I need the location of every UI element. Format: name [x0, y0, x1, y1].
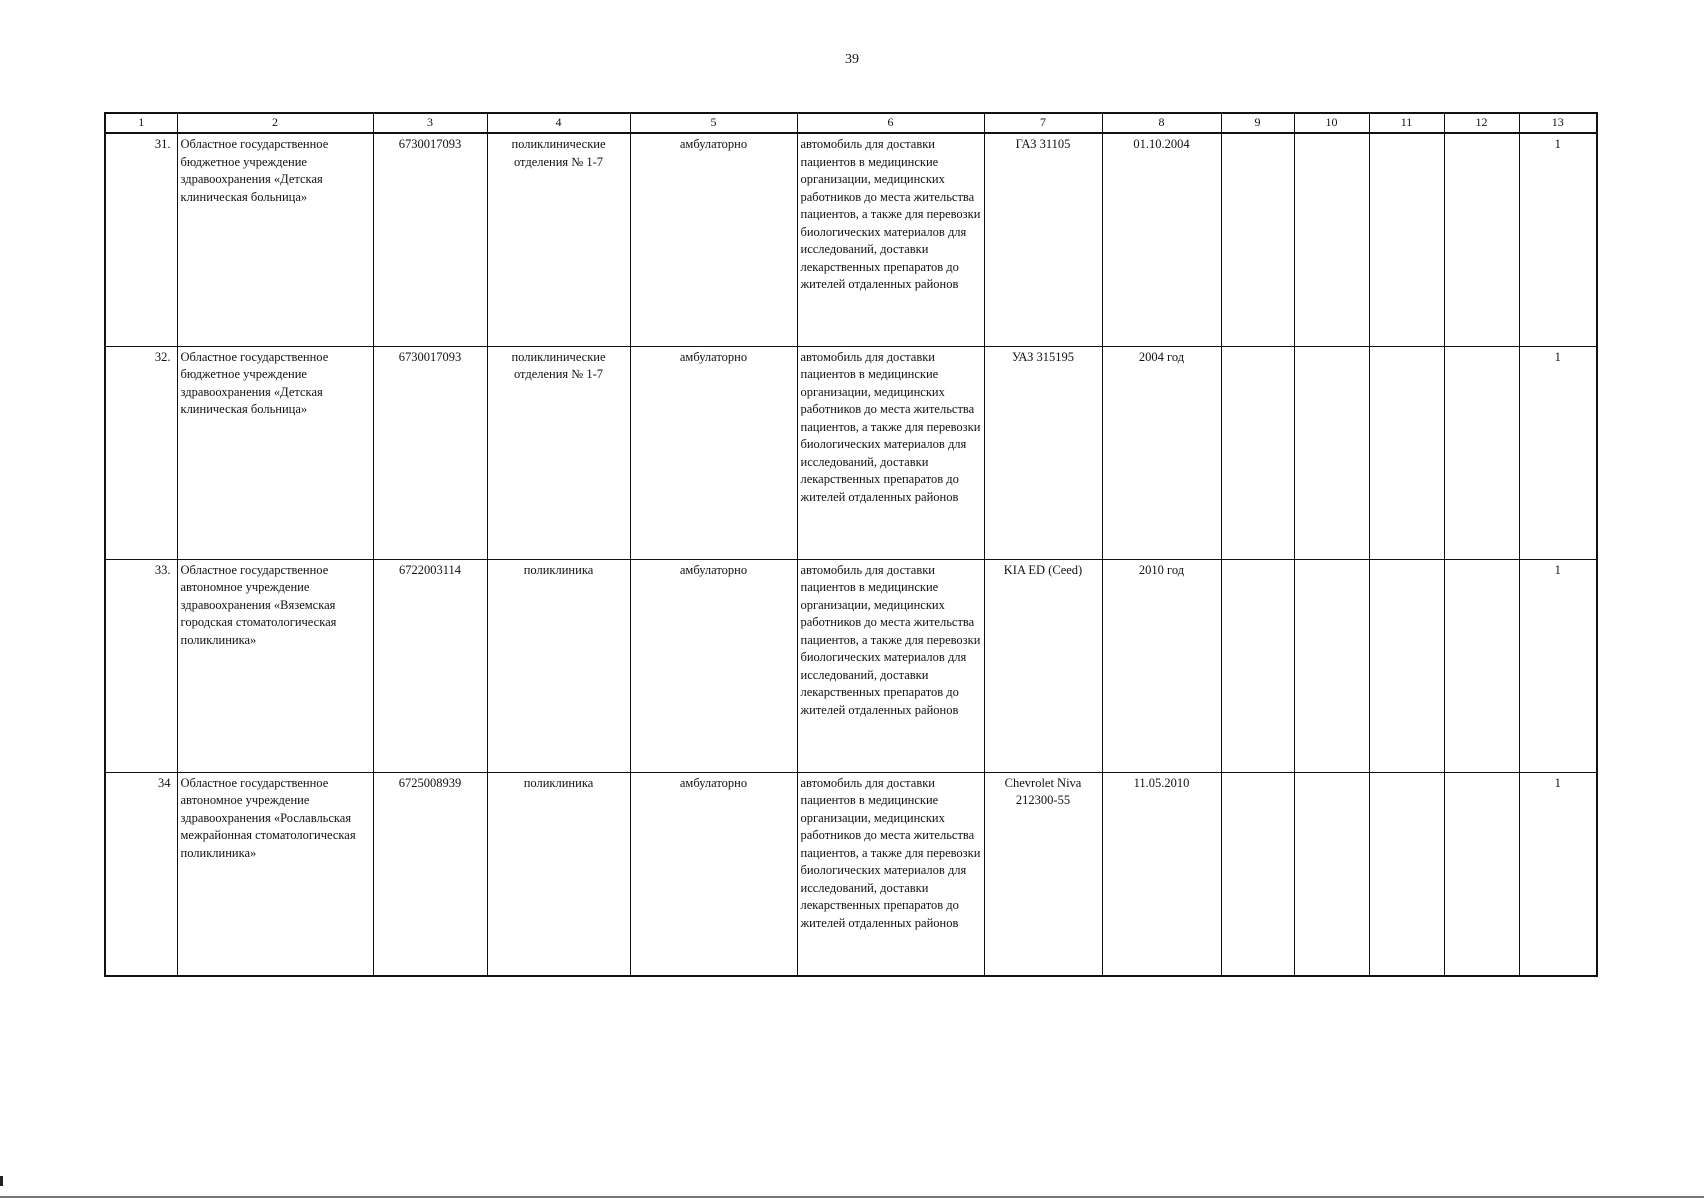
header-col-1: 1 [105, 113, 177, 133]
unit-cell: поликлиника [487, 772, 630, 976]
organization-name: Областное государственное бюджетное учреждение здравоохранения «Детская клиническая больница» [177, 346, 373, 559]
date-cell: 11.05.2010 [1102, 772, 1221, 976]
unit-cell: поликлиника [487, 559, 630, 772]
col-10-cell [1294, 772, 1369, 976]
row-number: 32. [105, 346, 177, 559]
header-col-5: 5 [630, 113, 797, 133]
header-col-13: 13 [1519, 113, 1597, 133]
vehicle-model-cell: Chevrolet Niva 212300-55 [984, 772, 1102, 976]
quantity-cell: 1 [1519, 133, 1597, 346]
table-row [105, 772, 1597, 976]
col-9-cell [1221, 346, 1294, 559]
row-number: 31. [105, 133, 177, 346]
page-number: 39 [845, 52, 859, 67]
mode-cell: амбулаторно [630, 559, 797, 772]
table-row [105, 559, 1597, 772]
header-col-8: 8 [1102, 113, 1221, 133]
scan-bottom-line [0, 1196, 1704, 1198]
quantity-cell: 1 [1519, 772, 1597, 976]
scan-left-mark [0, 1176, 3, 1186]
unit-cell: поликлинические отделения № 1-7 [487, 346, 630, 559]
table-row [105, 346, 1597, 559]
row-number: 33. [105, 559, 177, 772]
purpose-cell: автомобиль для доставки пациентов в медицинские организации, медицинских работников до места жительства пациентов, а также для перевозки биологических материалов для исследований, доставки лекарственных препаратов до жителей отдаленных районов [797, 346, 984, 559]
col-10-cell [1294, 559, 1369, 772]
col-12-cell [1444, 772, 1519, 976]
purpose-cell: автомобиль для доставки пациентов в медицинские организации, медицинских работников до места жительства пациентов, а также для перевозки биологических материалов для исследований, доставки лекарственных препаратов до жителей отдаленных районов [797, 772, 984, 976]
col-12-cell [1444, 559, 1519, 772]
header-col-11: 11 [1369, 113, 1444, 133]
col-10-cell [1294, 346, 1369, 559]
table-body [105, 133, 1597, 976]
col-11-cell [1369, 559, 1444, 772]
inn-cell: 6730017093 [373, 346, 487, 559]
header-col-10: 10 [1294, 113, 1369, 133]
col-9-cell [1221, 559, 1294, 772]
inn-cell: 6730017093 [373, 133, 487, 346]
mode-cell: амбулаторно [630, 346, 797, 559]
organization-name: Областное государственное бюджетное учреждение здравоохранения «Детская клиническая больница» [177, 133, 373, 346]
organization-name: Областное государственное автономное учреждение здравоохранения «Рославльская межрайонная стоматологическая поликлиника» [177, 772, 373, 976]
header-col-3: 3 [373, 113, 487, 133]
col-12-cell [1444, 133, 1519, 346]
date-cell: 01.10.2004 [1102, 133, 1221, 346]
header-row [105, 113, 1597, 133]
organization-name: Областное государственное автономное учреждение здравоохранения «Вяземская городская стоматологическая поликлиника» [177, 559, 373, 772]
inn-cell: 6722003114 [373, 559, 487, 772]
header-col-7: 7 [984, 113, 1102, 133]
vehicle-model-cell: KIA ED (Ceed) [984, 559, 1102, 772]
date-cell: 2004 год [1102, 346, 1221, 559]
date-cell: 2010 год [1102, 559, 1221, 772]
col-9-cell [1221, 772, 1294, 976]
header-col-2: 2 [177, 113, 373, 133]
col-12-cell [1444, 346, 1519, 559]
header-col-4: 4 [487, 113, 630, 133]
col-11-cell [1369, 772, 1444, 976]
col-9-cell [1221, 133, 1294, 346]
purpose-cell: автомобиль для доставки пациентов в медицинские организации, медицинских работников до места жительства пациентов, а также для перевозки биологических материалов для исследований, доставки лекарственных препаратов до жителей отдаленных районов [797, 559, 984, 772]
row-number: 34 [105, 772, 177, 976]
quantity-cell: 1 [1519, 346, 1597, 559]
unit-cell: поликлинические отделения № 1-7 [487, 133, 630, 346]
table-header [105, 113, 1597, 133]
vehicle-model-cell: ГАЗ 31105 [984, 133, 1102, 346]
mode-cell: амбулаторно [630, 133, 797, 346]
inn-cell: 6725008939 [373, 772, 487, 976]
header-col-6: 6 [797, 113, 984, 133]
mode-cell: амбулаторно [630, 772, 797, 976]
header-col-12: 12 [1444, 113, 1519, 133]
vehicle-registry-table [104, 112, 1598, 977]
vehicle-model-cell: УАЗ 315195 [984, 346, 1102, 559]
col-10-cell [1294, 133, 1369, 346]
table-row [105, 133, 1597, 346]
col-11-cell [1369, 346, 1444, 559]
purpose-cell: автомобиль для доставки пациентов в медицинские организации, медицинских работников до места жительства пациентов, а также для перевозки биологических материалов для исследований, доставки лекарственных препаратов до жителей отдаленных районов [797, 133, 984, 346]
col-11-cell [1369, 133, 1444, 346]
header-col-9: 9 [1221, 113, 1294, 133]
quantity-cell: 1 [1519, 559, 1597, 772]
